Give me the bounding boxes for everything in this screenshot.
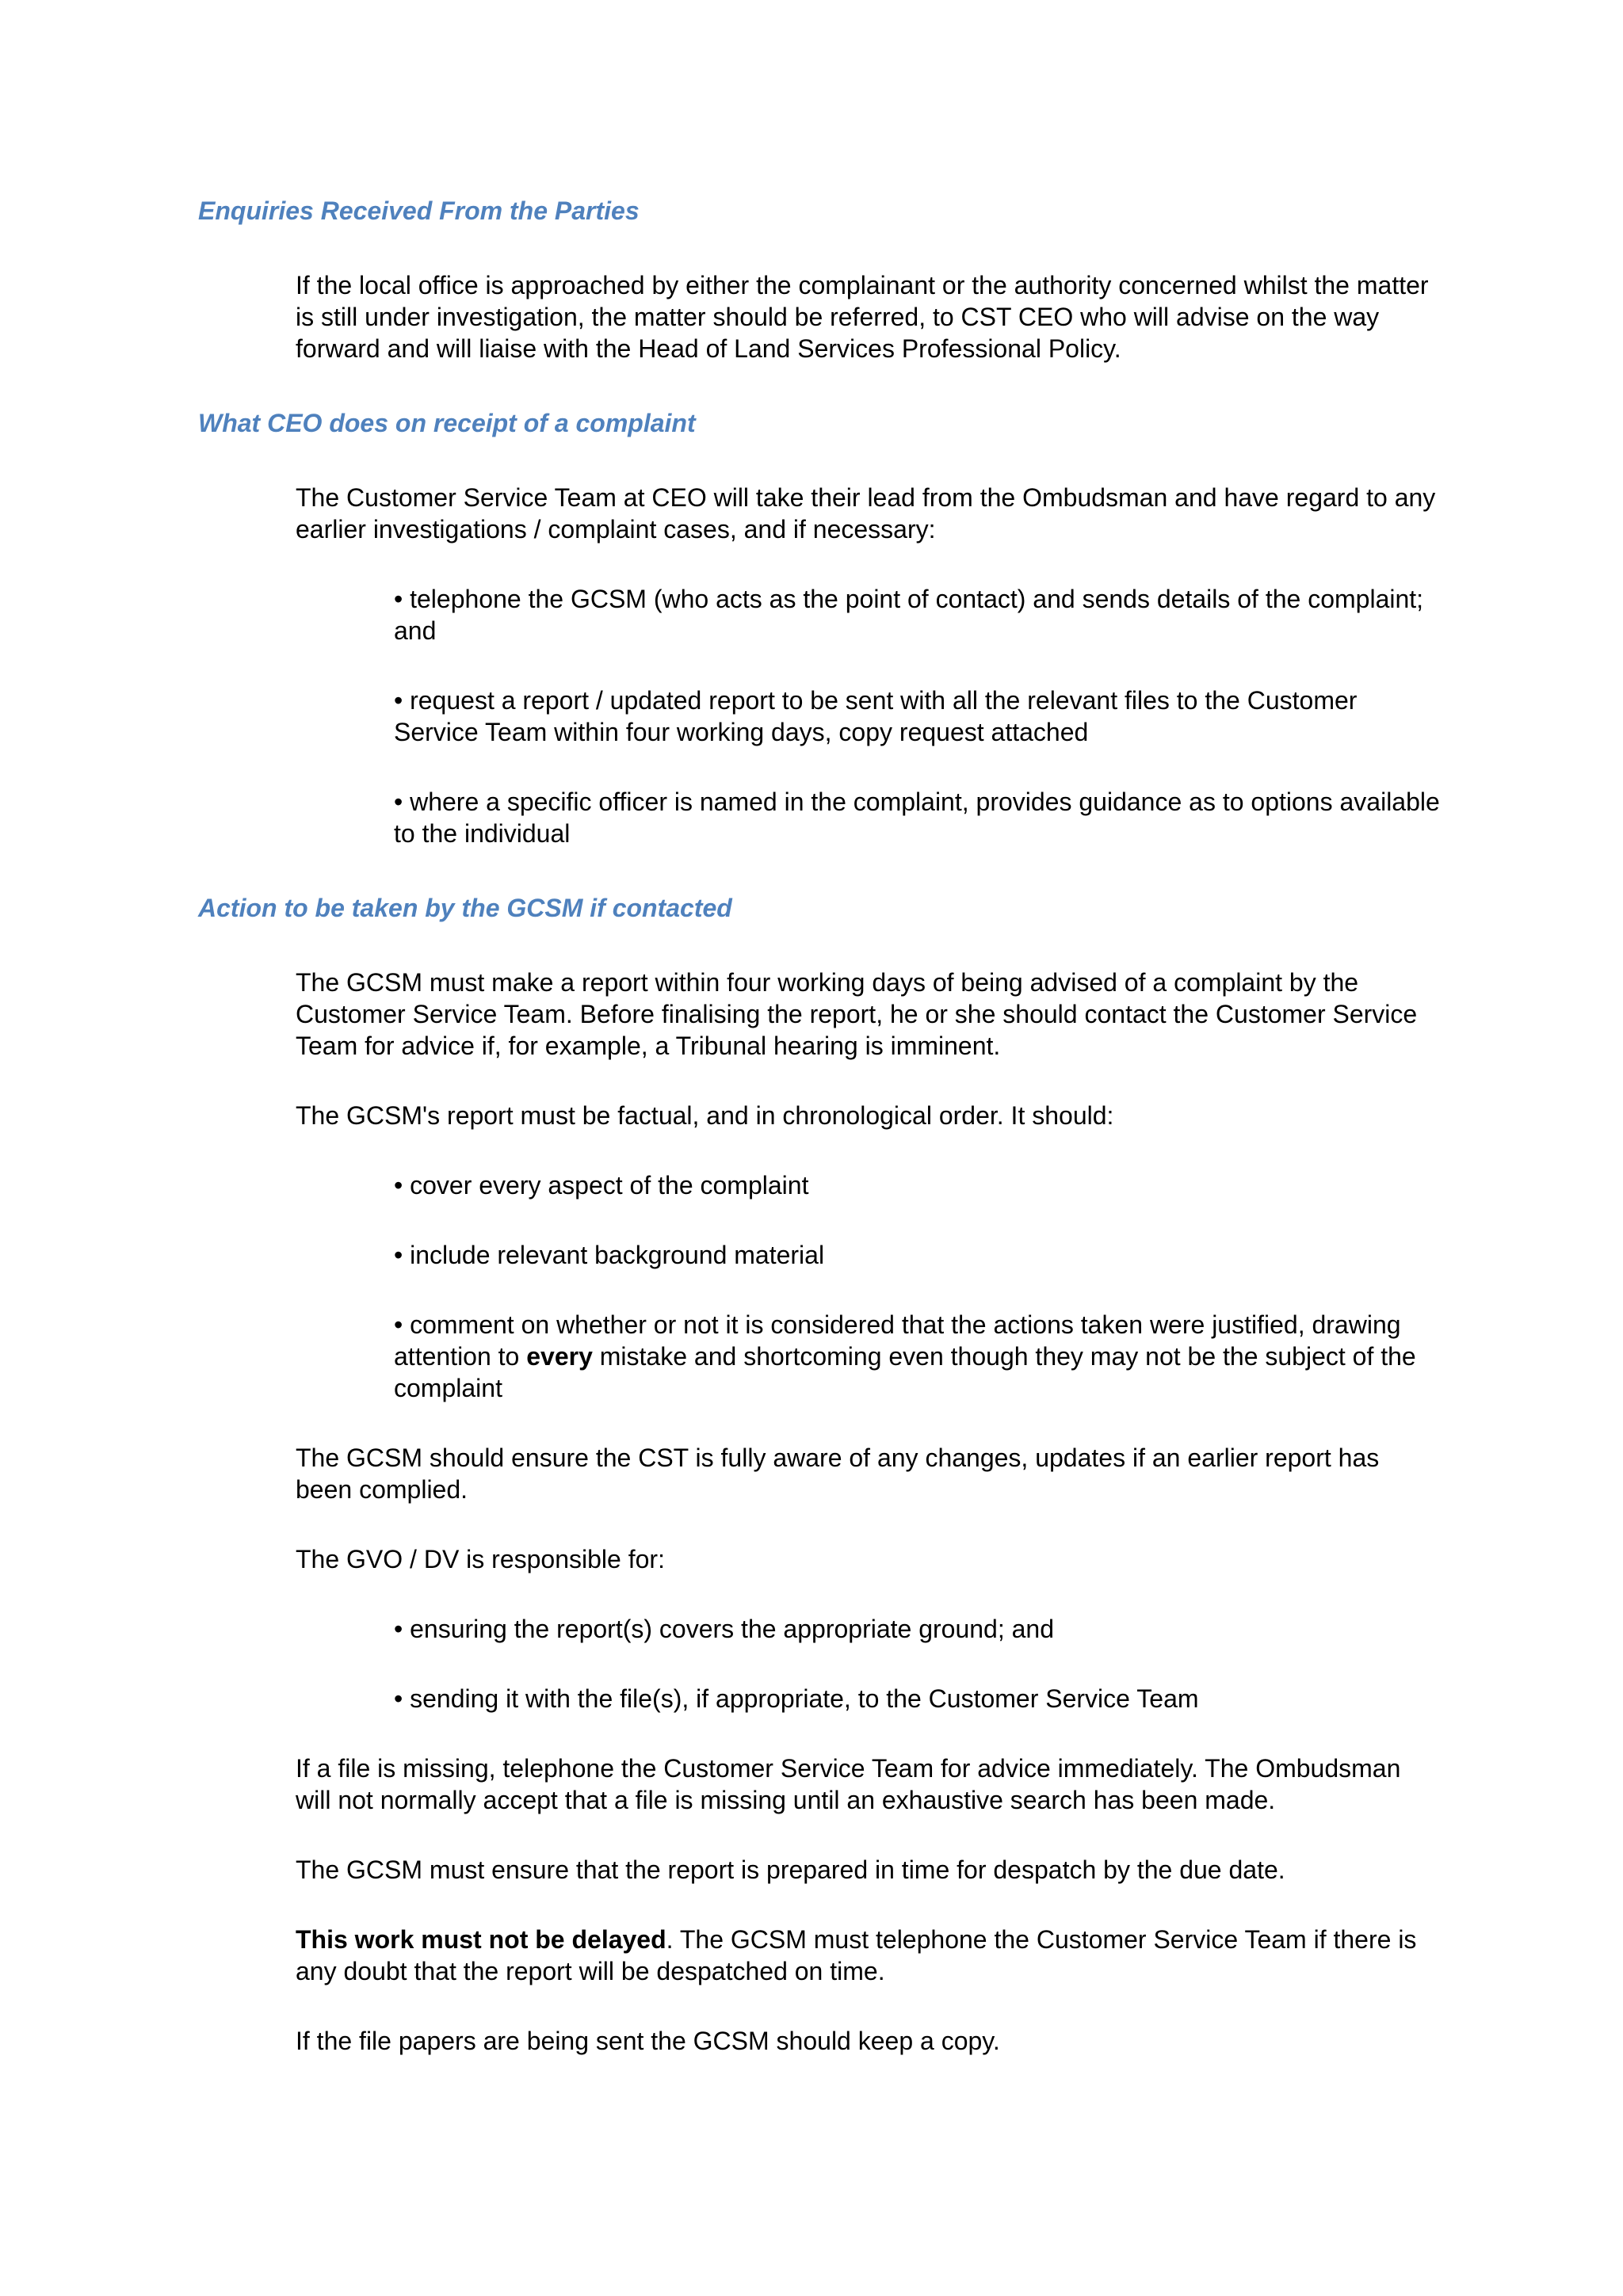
- paragraph-customer-service-team: The Customer Service Team at CEO will take their lead from the Ombudsman and have regard to any earlier investigations / complaint cases, and if necessary:: [296, 483, 1436, 543]
- bullet-comment-emphasis: every: [526, 1342, 593, 1371]
- paragraph-file-missing: If a file is missing, telephone the Customer Service Team for advice immediately. The Ombudsman will not normally accept that a file is missing until an exhaustive search has been made.: [296, 1754, 1401, 1814]
- paragraph-report-factual: The GCSM's report must be factual, and in chronological order. It should:: [296, 1101, 1114, 1130]
- paragraph-gcsm-report: The GCSM must make a report within four working days of being advised of a complaint by the Customer Service Team. Before finalising the report, he or she should contact the Customer Service Team for advice if, for example, a Tribunal hearing is imminent.: [296, 968, 1418, 1060]
- section-heading-enquiries: Enquiries Received From the Parties: [198, 196, 640, 225]
- bullet-comment-text-start: • comment on whether or not it is considered that the actions taken were justified, drawing attention to: [394, 1310, 1401, 1371]
- bullet-cover-aspect: • cover every aspect of the complaint: [394, 1171, 809, 1199]
- paragraph-gvo-responsible: The GVO / DV is responsible for:: [296, 1545, 665, 1573]
- bullet-telephone-gcsm: • telephone the GCSM (who acts as the point of contact) and sends details of the complaint; and: [394, 585, 1424, 645]
- bullet-appropriate-ground: • ensuring the report(s) covers the appropriate ground; and: [394, 1615, 1055, 1643]
- paragraph-keep-copy: If the file papers are being sent the GCSM should keep a copy.: [296, 2027, 1000, 2055]
- bullet-comment-text-end: mistake and shortcoming even though they may not be the subject of the complaint: [394, 1342, 1416, 1402]
- bullet-request-report: • request a report / updated report to be sent with all the relevant files to the Customer Service Team within four working days, copy request attached: [394, 686, 1358, 746]
- paragraph-due-date: The GCSM must ensure that the report is prepared in time for despatch by the due date.: [296, 1855, 1285, 1884]
- paragraph-not-delayed: [296, 1924, 1437, 1987]
- section-heading-ceo: What CEO does on receipt of a complaint: [198, 409, 696, 437]
- bullet-named-officer: • where a specific officer is named in the complaint, provides guidance as to options available to the individual: [394, 788, 1440, 848]
- not-delayed-emphasis: This work must not be delayed: [296, 1925, 666, 1954]
- bullet-send-files: • sending it with the file(s), if appropriate, to the Customer Service Team: [394, 1684, 1199, 1713]
- paragraph-local-office: If the local office is approached by either the complainant or the authority concerned whilst the matter is still under investigation, the matter should be referred, to CST CEO who will advise on the way forward and will liaise with the Head of Land Services Professional Policy.: [296, 271, 1429, 363]
- section-heading-gcsm: Action to be taken by the GCSM if contacted: [198, 894, 732, 922]
- paragraph-cst-aware: The GCSM should ensure the CST is fully aware of any changes, updates if an earlier report has been complied.: [296, 1444, 1380, 1504]
- not-delayed-text: . The GCSM must telephone the Customer Service Team if there is any doubt that the report will be despatched on time.: [296, 1925, 1417, 1985]
- bullet-background-material: • include relevant background material: [394, 1241, 825, 1269]
- bullet-comment-actions: [394, 1309, 1440, 1404]
